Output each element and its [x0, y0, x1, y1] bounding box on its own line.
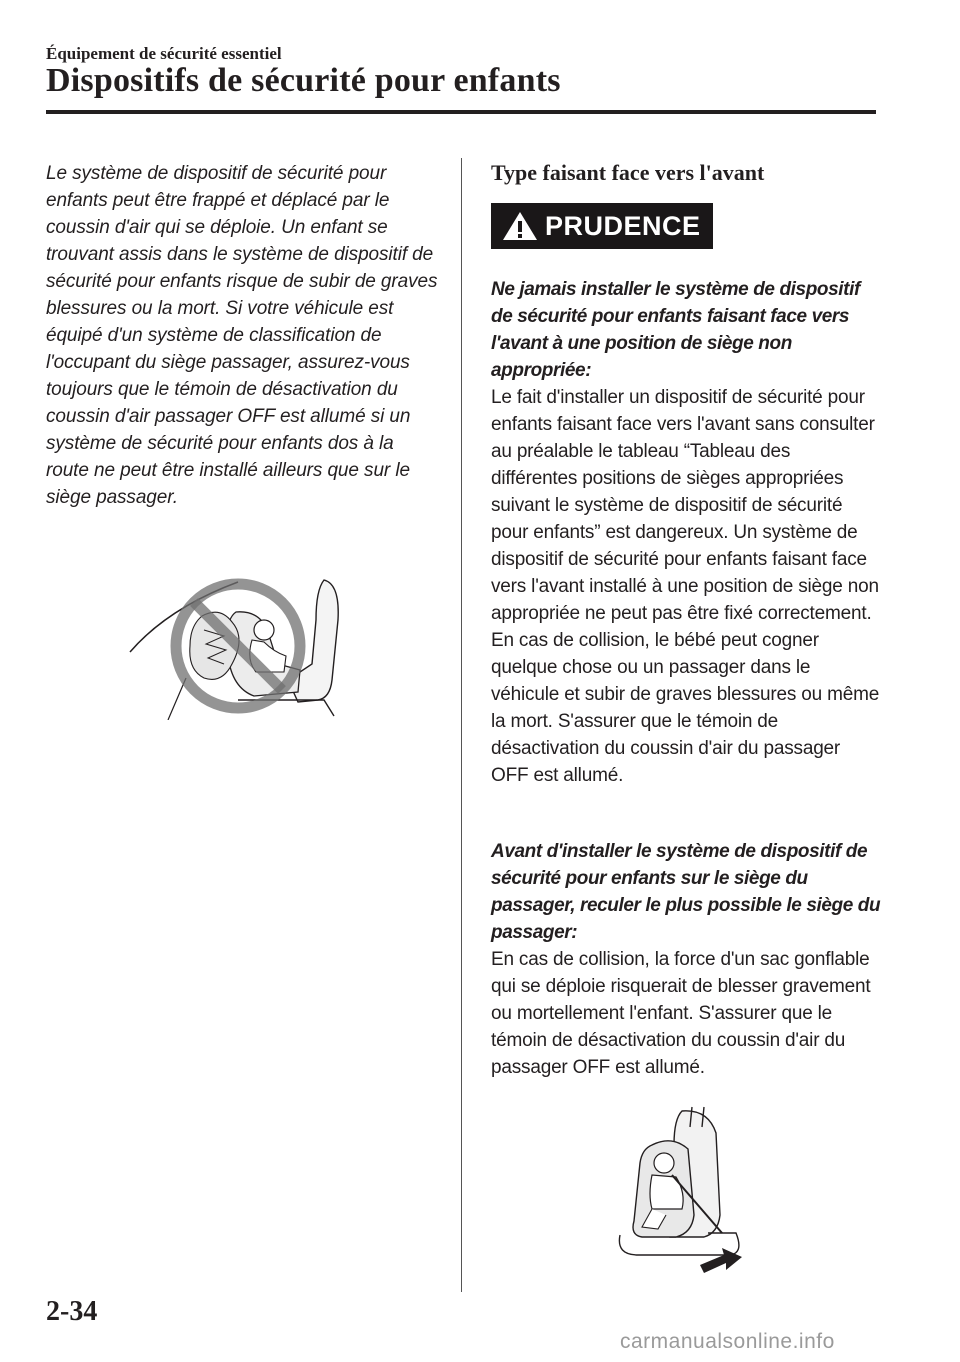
- warning1-title: Ne jamais installer le système de dispositif de sécurité pour enfants faisant face vers l'avant à une position de siège non appropriée:: [491, 279, 860, 381]
- left-paragraph: Le système de dispositif de sécurité pour enfants peut être frappé et déplacé par le coussin d'air qui se déploie. Un enfant se trouvant assis dans le système de dispositif de sécurité pour enfants risque de subir de graves blessures ou la mort. Si votre véhicule est équipé d'un système de classification de l'occupant du siège passager, assurez-vous toujours que le témoin de désactivation du coussin d'air passager OFF est allumé si un système de sécurité pour enfants dos à la route ne peut être installé ailleurs que sur le siège passager.: [46, 163, 438, 508]
- prohibited-rear-facing-seat-illustration: [128, 560, 360, 720]
- forward-facing-child-seat-illustration: [612, 1105, 752, 1275]
- section-label: Équipement de sécurité essentiel: [46, 44, 282, 63]
- page-number: 2-34: [46, 1296, 98, 1327]
- caution-label: PRUDENCE: [545, 210, 701, 241]
- title-rule: [46, 110, 876, 114]
- watermark: carmanualsonline.info: [620, 1330, 835, 1353]
- warning1-text: Le fait d'installer un dispositif de sécurité pour enfants faisant face vers l'avant sans consulter au préalable le tableau “Tableau des différentes positions de sièges appropriées suivant le système de dispositif de sécurité pour enfants” est dangereux. Un système de dispositif de sécurité pour enfants faisant face vers l'avant installé à une position de siège non appropriée ne peut pas être fixé correctement. En cas de collision, le bébé peut cogner quelque chose ou un passager dans le véhicule et subir de graves blessures ou même la mort. S'assurer que le témoin de désactivation du coussin d'air du passager OFF est allumé.: [491, 387, 880, 786]
- section-heading: Type faisant face vers l'avant: [491, 160, 765, 185]
- column-divider: [461, 158, 462, 1292]
- warning2-text: En cas de collision, la force d'un sac gonflable qui se déploie risquerait de blesser gravement ou mortellement l'enfant. S'assurer que le témoin de désactivation du coussin d'air du passager OFF est allumé.: [491, 949, 871, 1078]
- caution-banner: [491, 203, 713, 249]
- warning2-title: Avant d'installer le système de dispositif de sécurité pour enfants sur le siège du passager, reculer le plus possible le siège du passager:: [491, 841, 881, 943]
- page-title: Dispositifs de sécurité pour enfants: [46, 62, 561, 99]
- warning-triangle-icon: [501, 210, 539, 242]
